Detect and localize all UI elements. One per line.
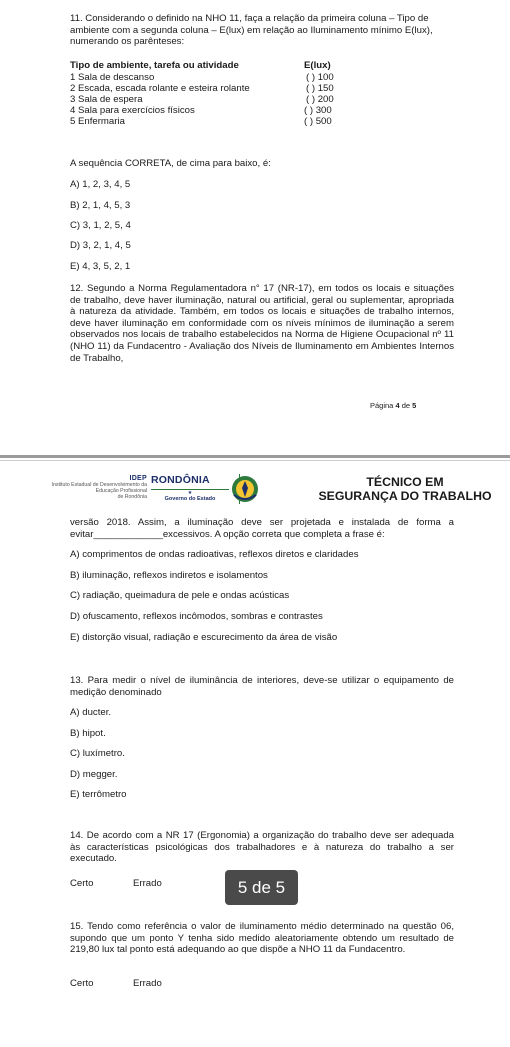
table-row-left: 5 Enfermaria [70,116,125,127]
state-name: RONDÔNIA [151,474,210,486]
table-row-right: ( ) 300 [304,105,332,116]
exam-title [300,475,510,503]
rondonia-logo [151,474,239,502]
q11-option-e[interactable]: E) 4, 3, 5, 2, 1 [70,261,131,272]
exam-title-line2: SEGURANÇA DO TRABALHO [318,489,492,503]
state-coat-of-arms-icon [229,473,261,505]
q14-stem: 14. De acordo com a NR 17 (Ergonomia) a organização do trabalho deve ser adequada às características psicológicas dos trabalhadores e à natureza do trabalho a ser executado. [70,830,454,865]
q15-certo-option[interactable]: Certo [70,978,94,989]
q11-option-a[interactable]: A) 1, 2, 3, 4, 5 [70,179,131,190]
footer-current-page: 4 [395,401,400,410]
idep-name-line1: Instituto Estadual de Desenvolvimento da [51,482,147,488]
gov-label: Governo do Estado [164,496,216,502]
table-row-right: ( ) 500 [304,116,332,127]
q12-stem: 12. Segundo a Norma Regulamentadora n° 17 (NR-17), em todos os locais e situações de trabalho, deve haver iluminação, natural ou artificial, geral ou suplementar, apropriada à natureza da atividade. Também, em todos os locais e situações de trabalho internos, deve haver iluminação em conformidade com os níveis mínimos de iluminação a serem observados nos locais de trabalho estabelecidos na Norma de Higiene Ocupacional nº 11 (NHO 11) da Fundacentro - Avaliação dos Níveis de Iluminamento em Ambientes Internos de Trabalho, [70,283,454,364]
q12-option-d[interactable]: D) ofuscamento, reflexos incômodos, sombras e contrastes [70,611,323,622]
q12-option-b[interactable]: B) iluminação, reflexos indiretos e isolamentos [70,570,268,581]
q12-continuation-line2: evitar_____________excessivos. A opção correta que completa a frase é: [70,529,385,540]
table-header-lux: E(lux) [304,60,331,71]
page-footer [370,401,416,410]
q13-option-e[interactable]: E) terrômetro [70,789,127,800]
q13-option-b[interactable]: B) hipot. [70,728,106,739]
footer-middle: de [399,401,413,410]
idep-logo [2,475,147,500]
q12-option-e[interactable]: E) distorção visual, radiação e escurecimento da área de visão [70,632,338,643]
q14-certo-option[interactable]: Certo [70,878,94,889]
q11-option-d[interactable]: D) 3, 2, 1, 4, 5 [70,240,131,251]
q13-stem: 13. Para medir o nível de iluminância de interiores, deve-se utilizar o equipamento de medição denominado [70,675,454,698]
footer-total-pages: 5 [412,401,417,410]
q12-option-a[interactable]: A) comprimentos de ondas radioativas, reflexos diretos e claridades [70,549,359,560]
q11-stem: 11. Considerando o definido na NHO 11, faça a relação da primeira coluna – Tipo de ambiente com a segunda coluna – E(lux) em relação ao Iluminamento mínimo E(lux), numerando os parênteses: [70,13,433,48]
q15-stem: 15. Tendo como referência o valor de iluminamento médio determinado na questão 06, supondo que um ponto Y tenha sido medido aleatoriamente obtendo um resultado de 219,80 lux tal ponto está adequando ao que dispõe a NHO 11 da Fundacentro. [70,921,454,956]
q14-errado-option[interactable]: Errado [133,878,162,889]
page-separator [0,455,510,458]
q13-option-d[interactable]: D) megger. [70,769,118,780]
q11-option-b[interactable]: B) 2, 1, 4, 5, 3 [70,200,131,211]
table-header-ambiente: Tipo de ambiente, tarefa ou atividade [70,60,239,71]
star-icon: ★ [187,490,193,496]
table-row-left: 3 Sala de espera [70,94,143,105]
idep-acronym: IDEP [129,475,147,482]
table-row-right: ( ) 150 [306,83,334,94]
q13-option-a[interactable]: A) ducter. [70,707,112,718]
q13-option-c[interactable]: C) luxímetro. [70,748,125,759]
q15-errado-option[interactable]: Errado [133,978,162,989]
exam-title-line1: TÉCNICO EM [366,475,444,489]
table-row-right: ( ) 200 [306,94,334,105]
page-indicator: 5 de 5 [225,870,298,905]
q11-prompt: A sequência CORRETA, de cima para baixo, é: [70,158,271,169]
idep-name-line2: Educação Profissional [95,488,147,494]
table-row-left: 4 Sala para exercícios físicos [70,105,195,116]
q12-option-c[interactable]: C) radiação, queimadura de pele e ondas acústicas [70,590,290,601]
q11-option-c[interactable]: C) 3, 1, 2, 5, 4 [70,220,131,231]
table-row-left: 2 Escada, escada rolante e esteira rolante [70,83,250,94]
table-row-left: 1 Sala de descanso [70,72,155,83]
idep-name-line3: de Rondônia [117,494,147,500]
page-separator-shadow [0,460,510,461]
q12-continuation-line1: versão 2018. Assim, a iluminação deve ser projetada e instalada de forma a [70,517,454,528]
table-row-right: ( ) 100 [306,72,334,83]
footer-prefix: Página [370,401,396,410]
